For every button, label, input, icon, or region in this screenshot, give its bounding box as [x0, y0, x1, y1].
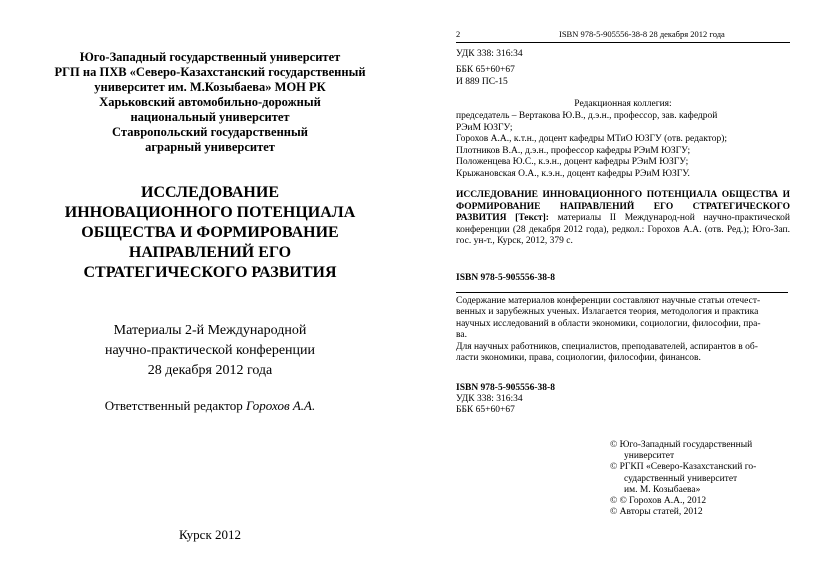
board-member: Крыжановская О.А., к.э.н., доцент кафедры РЭиМ ЮЗГУ.	[456, 168, 690, 179]
university-line: университет им. М.Козыбаева» МОН РК	[94, 80, 326, 94]
university-line: Харьковский автомобильно-дорожный	[99, 95, 321, 109]
editor-label: Ответственный редактор	[104, 398, 247, 413]
divider	[456, 292, 788, 293]
annotation-line: Для научных работников, специалистов, преподавателей, аспирантов в об-	[456, 341, 758, 352]
author-sign: И 889 ПС-15	[456, 77, 508, 87]
annotation-line: Содержание материалов конференции составляют научные статьи отечест-	[456, 296, 761, 306]
board-member: РЭиМ ЮЗГУ;	[456, 122, 513, 133]
bibliographic-description	[456, 190, 790, 248]
page-number: 2	[456, 29, 461, 39]
materials-line: Материалы 2-й Международной	[113, 323, 307, 338]
board-member: Плотников В.А., д.э.н., профессор кафедры РЭиМ ЮЗГУ;	[456, 145, 691, 156]
university-line: Юго-Западный государственный университет	[79, 50, 341, 64]
university-line: РГП на ПХВ «Северо-Казахстанский государственный	[54, 65, 366, 79]
annotation-line: ласти экономики, права, социологии, философии, финансов.	[456, 353, 701, 364]
copyright-line: сударственный университет	[624, 473, 738, 484]
university-line: аграрный университет	[145, 140, 275, 154]
board-member: председатель – Вертакова Ю.В., д.э.н., профессор, зав. кафедрой	[456, 111, 718, 121]
university-line: национальный университет	[130, 110, 290, 124]
city-year: Курск 2012	[178, 527, 242, 542]
bbk-code: ББК 65+60+67	[456, 65, 515, 75]
copyright-line: университет	[624, 451, 675, 462]
isbn-bottom: ISBN 978-5-905556-38-8	[456, 383, 555, 393]
editorial-board-members	[456, 111, 727, 181]
annotation	[456, 296, 790, 364]
copyright-line: им. М. Козыбаева»	[624, 484, 701, 495]
title-line: ИССЛЕДОВАНИЕ	[141, 184, 279, 201]
materials-line: научно-практической конференции	[104, 343, 316, 358]
title-line: СТРАТЕГИЧЕСКОГО РАЗВИТИЯ	[83, 264, 337, 281]
udk-bottom: УДК 338: 316:34	[456, 394, 523, 404]
biblio-details: материалы II Международ-ной научно-практической конференции (28 декабря 2012 года), редкол.: Горохов А.А. (отв. Ред.); Юго-Зап. гос. ун-т., Курск, 2012, 379 с.	[456, 213, 790, 246]
title-line: ОБЩЕСТВА И ФОРМИРОВАНИЕ	[81, 224, 339, 241]
copyright-line: © РГКП «Северо-Казахстанский го-	[610, 462, 757, 473]
copyright-block	[610, 440, 756, 518]
editorial-board-heading: Редакционная коллегия:	[574, 99, 672, 109]
book-title	[40, 183, 380, 283]
annotation-line: венных и зарубежных ученых. Излагается теория, методология и практика	[456, 307, 759, 318]
board-member: Положенцева Ю.С., к.э.н., доцент кафедры РЭиМ ЮЗГУ;	[456, 157, 689, 168]
title-line: НАПРАВЛЕНИЙ ЕГО	[128, 244, 292, 261]
conference-materials	[40, 321, 380, 381]
copyright-line: © © Горохов А.А., 2012	[610, 496, 707, 507]
editor-name: Горохов А.А.	[246, 398, 316, 413]
annotation-line: научных исследований в области экономики, социологии, философии, пра-	[456, 318, 761, 329]
isbn-top: ISBN 978-5-905556-38-8	[456, 273, 555, 283]
university-line: Ставропольский государственный	[112, 125, 308, 139]
materials-line: 28 декабря 2012 года	[147, 363, 273, 378]
bbk-bottom: ББК 65+60+67	[456, 405, 515, 415]
biblio-title: ИССЛЕДОВАНИЕ ИННОВАЦИОННОГО ПОТЕНЦИАЛА ОБЩЕСТВА И ФОРМИРОВАНИЕ НАПРАВЛЕНИЙ ЕГО СТРАТЕГИЧЕСКОГО РАЗВИТИЯ [Текст]:	[456, 190, 790, 223]
responsible-editor	[40, 398, 380, 414]
copyright-line: © Авторы статей, 2012	[610, 507, 703, 518]
udk-code: УДК 338: 316:34	[456, 49, 523, 59]
title-line: ИННОВАЦИОННОГО ПОТЕНЦИАЛА	[64, 204, 356, 221]
header-isbn-date: ISBN 978-5-905556-38-8 28 декабря 2012 года	[559, 29, 725, 39]
classification-codes	[456, 48, 523, 88]
isbn-bottom-block	[456, 383, 555, 416]
annotation-line: ва.	[456, 330, 467, 341]
copyright-line: © Юго-Западный государственный	[610, 440, 753, 450]
universities-block	[40, 50, 380, 155]
running-header	[456, 29, 790, 43]
board-member: Горохов А.А., к.т.н., доцент кафедры МТиО ЮЗГУ (отв. редактор);	[456, 134, 728, 145]
right-page	[410, 0, 819, 579]
